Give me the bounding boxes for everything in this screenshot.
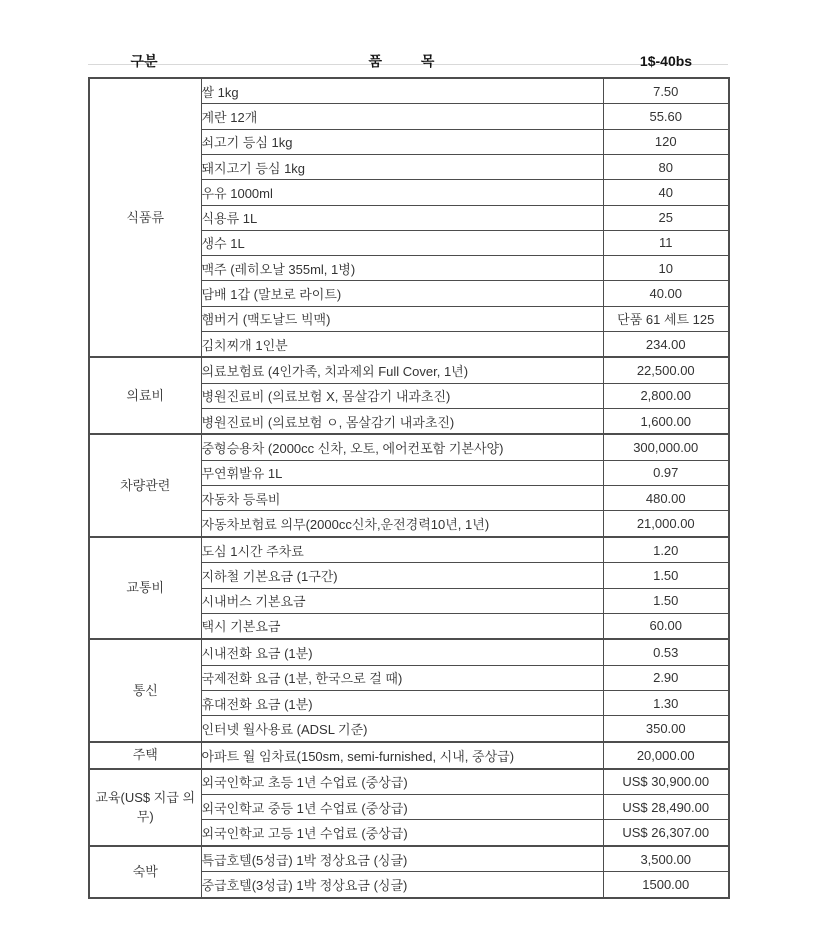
item-cell: 계란 12개 xyxy=(201,104,603,129)
price-cell: 7.50 xyxy=(603,78,729,104)
price-cell: US$ 28,490.00 xyxy=(603,795,729,820)
category-cell: 주택 xyxy=(89,742,201,769)
table-row xyxy=(89,742,729,769)
column-header-item: 품 목 xyxy=(368,53,435,69)
price-cell: 300,000.00 xyxy=(603,434,729,460)
item-cell: 맥주 (레히오날 355ml, 1병) xyxy=(201,256,603,281)
item-cell: 시내전화 요금 (1분) xyxy=(201,639,603,665)
item-cell: 중형승용차 (2000cc 신차, 오토, 에어컨포함 기본사양) xyxy=(201,434,603,460)
price-cell: 3,500.00 xyxy=(603,846,729,872)
item-cell: 의료보험료 (4인가족, 치과제외 Full Cover, 1년) xyxy=(201,357,603,383)
category-cell: 차량관련 xyxy=(89,434,201,536)
item-cell: 우유 1000ml xyxy=(201,180,603,205)
price-cell: 25 xyxy=(603,205,729,230)
price-cell: 0.53 xyxy=(603,639,729,665)
item-cell: 돼지고기 등심 1kg xyxy=(201,154,603,179)
price-cell: 80 xyxy=(603,154,729,179)
item-cell: 병원진료비 (의료보험 ㅇ, 몸살감기 내과초진) xyxy=(201,409,603,435)
price-cell: 21,000.00 xyxy=(603,511,729,537)
price-cell: 1500.00 xyxy=(603,872,729,898)
price-cell: 단품 61 세트 125 xyxy=(603,306,729,331)
price-cell: 11 xyxy=(603,230,729,255)
table-row xyxy=(89,357,729,383)
price-cell: 20,000.00 xyxy=(603,742,729,769)
category-cell: 의료비 xyxy=(89,357,201,434)
price-cell: 2,800.00 xyxy=(603,383,729,408)
item-cell: 지하철 기본요금 (1구간) xyxy=(201,563,603,588)
item-cell: 생수 1L xyxy=(201,230,603,255)
price-cell: 480.00 xyxy=(603,486,729,511)
table-row xyxy=(89,78,729,104)
category-cell: 교육(US$ 지급 의무) xyxy=(89,769,201,846)
item-cell: 자동차 등록비 xyxy=(201,486,603,511)
table-row xyxy=(89,434,729,460)
category-cell: 교통비 xyxy=(89,537,201,639)
price-cell: 234.00 xyxy=(603,331,729,357)
column-header-exchange-rate: 1$-40bs xyxy=(639,53,693,69)
price-cell: 0.97 xyxy=(603,460,729,485)
price-cell: 1.50 xyxy=(603,588,729,613)
item-cell: 인터넷 월사용료 (ADSL 기준) xyxy=(201,716,603,742)
item-cell: 국제전화 요금 (1분, 한국으로 걸 때) xyxy=(201,665,603,690)
item-cell: 병원진료비 (의료보험 X, 몸살감기 내과초진) xyxy=(201,383,603,408)
item-cell: 햄버거 (맥도날드 빅맥) xyxy=(201,306,603,331)
category-cell: 식품류 xyxy=(89,78,201,357)
item-cell: 택시 기본요금 xyxy=(201,613,603,639)
item-cell: 무연휘발유 1L xyxy=(201,460,603,485)
table-row xyxy=(89,537,729,563)
column-header-category: 구분 xyxy=(130,53,158,69)
price-cell: 350.00 xyxy=(603,716,729,742)
table-row xyxy=(89,846,729,872)
item-cell: 자동차보험료 의무(2000cc신차,운전경력10년, 1년) xyxy=(201,511,603,537)
table-row xyxy=(89,769,729,795)
item-cell: 외국인학교 고등 1년 수업료 (중상급) xyxy=(201,820,603,846)
price-cell: 1.20 xyxy=(603,537,729,563)
price-cell: 22,500.00 xyxy=(603,357,729,383)
item-cell: 시내버스 기본요금 xyxy=(201,588,603,613)
item-cell: 외국인학교 초등 1년 수업료 (중상급) xyxy=(201,769,603,795)
item-cell: 특급호텔(5성급) 1박 정상요금 (싱글) xyxy=(201,846,603,872)
item-cell: 중급호텔(3성급) 1박 정상요금 (싱글) xyxy=(201,872,603,898)
price-table xyxy=(88,77,730,899)
item-cell: 휴대전화 요금 (1분) xyxy=(201,690,603,715)
item-cell: 도심 1시간 주차료 xyxy=(201,537,603,563)
price-cell: 2.90 xyxy=(603,665,729,690)
price-cell: 40.00 xyxy=(603,281,729,306)
item-cell: 외국인학교 중등 1년 수업료 (중상급) xyxy=(201,795,603,820)
price-cell: 10 xyxy=(603,256,729,281)
item-cell: 김치찌개 1인분 xyxy=(201,331,603,357)
price-cell: 120 xyxy=(603,129,729,154)
item-cell: 아파트 월 임차료(150sm, semi-furnished, 시내, 중상급) xyxy=(201,742,603,769)
item-cell: 쌀 1kg xyxy=(201,78,603,104)
price-cell: 1,600.00 xyxy=(603,409,729,435)
price-cell: US$ 30,900.00 xyxy=(603,769,729,795)
price-cell: 60.00 xyxy=(603,613,729,639)
price-cell: 1.30 xyxy=(603,690,729,715)
item-cell: 담배 1갑 (말보로 라이트) xyxy=(201,281,603,306)
item-cell: 쇠고기 등심 1kg xyxy=(201,129,603,154)
price-cell: US$ 26,307.00 xyxy=(603,820,729,846)
price-cell: 40 xyxy=(603,180,729,205)
price-cell: 1.50 xyxy=(603,563,729,588)
category-cell: 숙박 xyxy=(89,846,201,898)
category-cell: 통신 xyxy=(89,639,201,741)
price-cell: 55.60 xyxy=(603,104,729,129)
table-row xyxy=(89,639,729,665)
price-table-body xyxy=(89,78,729,898)
item-cell: 식용류 1L xyxy=(201,205,603,230)
